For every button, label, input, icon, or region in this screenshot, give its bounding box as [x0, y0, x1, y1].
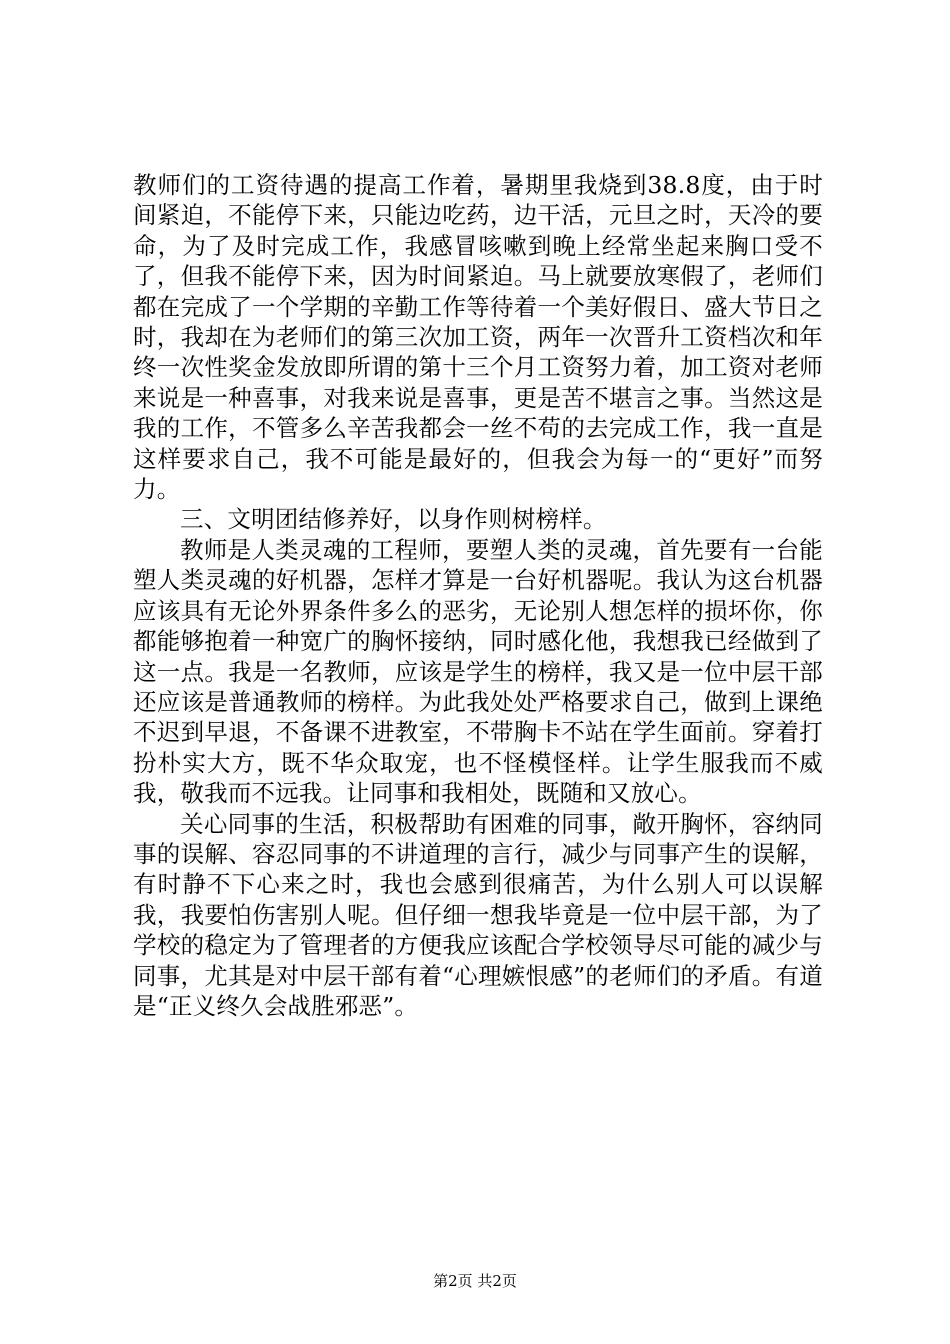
paragraph-role-model: 教师是人类灵魂的工程师，要塑人类的灵魂，首先要有一台能塑人类灵魂的好机器，怎样才算是一台好机器呢。我认为这台机器应该具有无论外界条件多么的恶劣，无论别人想怎样的损坏你，你都能够抱着一种宽广的胸怀接纳，同时感化他，我想我已经做到了这一点。我是一名教师，应该是学生的榜样，我又是一位中层干部还应该是普通教师的榜样。为此我处处严格要求自己，做到上课绝不迟到早退，不备课不进教室，不带胸卡不站在学生面前。穿着打扮朴实大方，既不华众取宠，也不怪模怪样。让学生服我而不威我，敬我而不远我。让同事和我相处，既随和又放心。	[133, 535, 823, 808]
section-heading-3: 三、文明团结修养好，以身作则树榜样。	[180, 505, 607, 534]
page-footer: 第2页 共2页	[433, 1272, 517, 1290]
paragraph-colleagues: 关心同事的生活，积极帮助有困难的同事，敞开胸怀，容纳同事的误解、容忍同事的不讲道理的言行，减少与同事产生的误解，有时静不下心来之时，我也会感到很痛苦，为什么别人可以误解我，我要怕伤害别人呢。但仔细一想我毕竟是一位中层干部，为了学校的稳定为了管理者的方便我应该配合学校领导尽可能的减少与同事，尤其是对中层干部有着“心理嫉恨感”的老师们的矛盾。有道是“正义终久会战胜邪恶”。	[133, 809, 823, 1020]
paragraph-workload: 教师们的工资待遇的提高工作着，暑期里我烧到38.8度，由于时间紧迫，不能停下来，只能边吃药，边干活，元旦之时，天冷的要命，为了及时完成工作，我感冒咳嗽到晚上经常坐起来胸口受不了，但我不能停下来，因为时间紧迫。马上就要放寒假了，老师们都在完成了一个学期的辛勤工作等待着一个美好假日、盛大节日之时，我却在为老师们的第三次加工资，两年一次晋升工资档次和年终一次性奖金发放即所谓的第十三个月工资努力着，加工资对老师来说是一种喜事，对我来说是喜事，更是苦不堪言之事。当然这是我的工作，不管多么辛苦我都会一丝不苟的去完成工作，我一直是这样要求自己，我不可能是最好的，但我会为每一的“更好”而努力。	[133, 171, 823, 504]
document-body	[133, 170, 823, 1021]
